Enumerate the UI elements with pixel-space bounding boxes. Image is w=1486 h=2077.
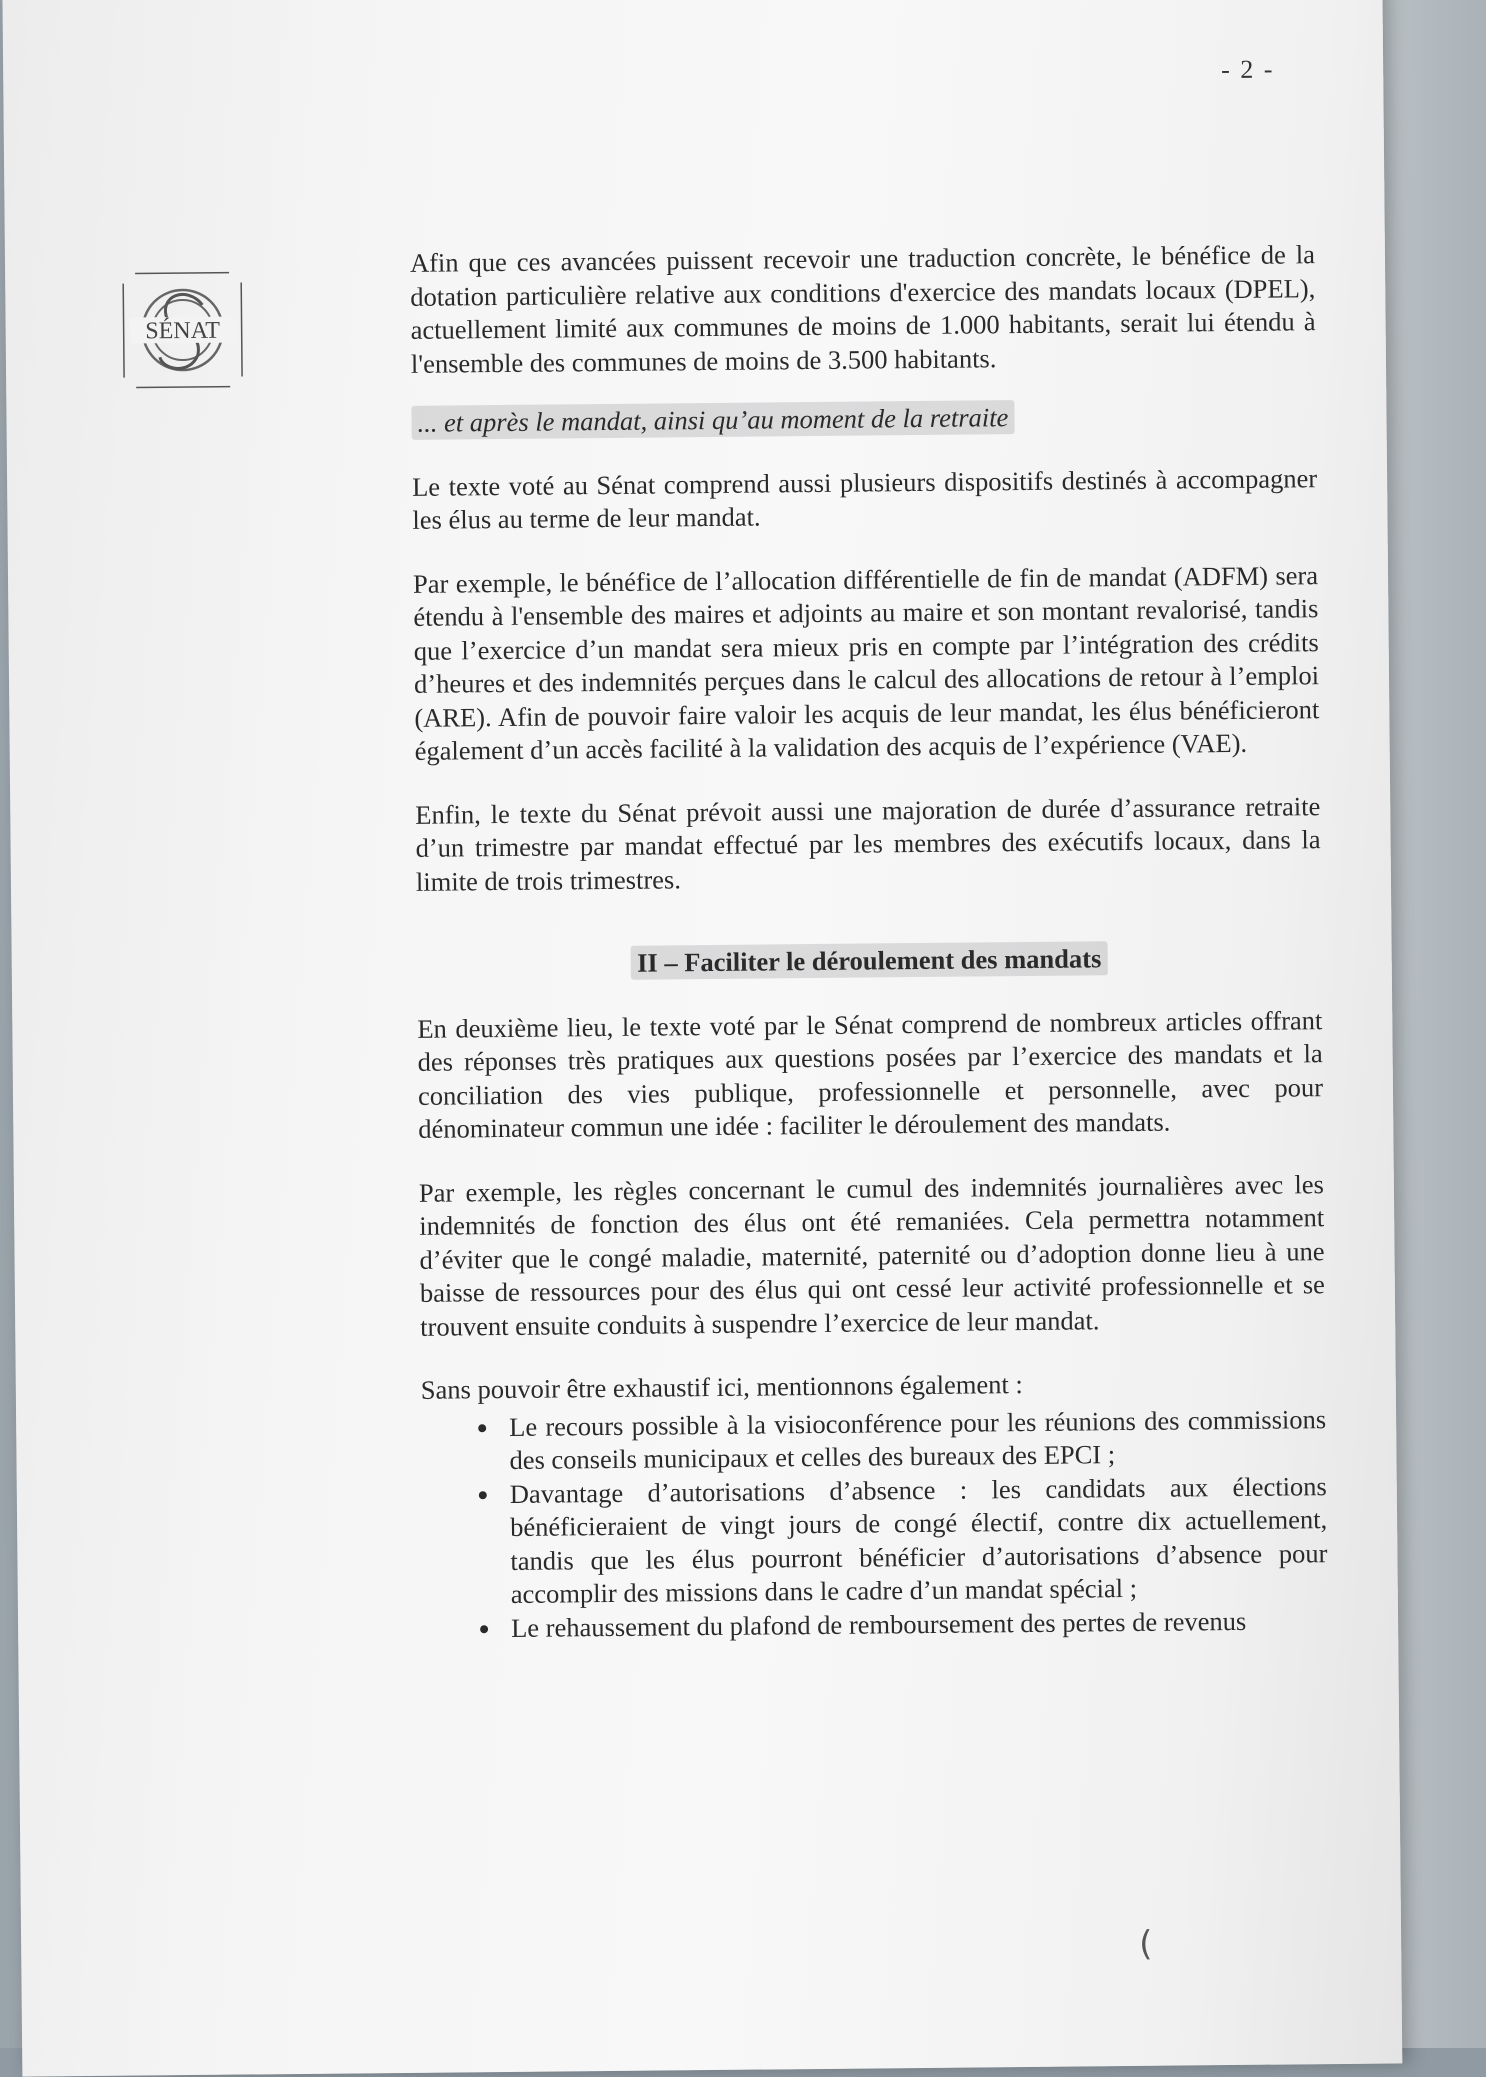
logo-text: SÉNAT xyxy=(145,317,221,345)
bullet-visioconference: • Le recours possible à la visioconférence pour les réunions des commissions des conseils municipaux et celles des bureaux des EPCI ; xyxy=(501,1403,1327,1478)
subheading-retraite: ... et après le mandat, ainsi qu’au moment de la retraite xyxy=(411,398,1316,440)
senat-seal-icon xyxy=(117,264,248,395)
pen-mark: ( xyxy=(1138,1923,1153,1964)
bullet-autorisations: • Davantage d’autorisations d’absence : les candidats aux élections bénéficieraient de vingt jours de congé électif, contre dix actuellement, tandis que les élus pourront bénéficier d’autorisations d’absence pour accomplir des missions dans le cadre d’un mandat spécial ; xyxy=(502,1470,1328,1612)
bullet-list xyxy=(421,1403,1328,1646)
paragraph-accompagner: Le texte voté au Sénat comprend aussi plusieurs dispositifs destinés à accompagner les élus au terme de leur mandat. xyxy=(412,462,1318,535)
paragraph-retraite: Enfin, le texte du Sénat prévoit aussi une majoration de durée d’assurance retraite d’un trimestre par mandat effectué par les membres des exécutifs locaux, dans la limite de trois trimestres. xyxy=(415,790,1321,897)
paragraph-adfm: Par exemple, le bénéfice de l’allocation différentielle de fin de mandat (ADFM) sera étendu à l'ensemble des maires et adjoints au maire et son montant revalorisé, tandis que l’exercice d’un mandat sera mieux pris en compte par l’intégration des crédits d’heures et des indemnités perçues dans le calcul des allocations de retour à l’emploi (ARE). Afin de pouvoir faire valoir les acquis de leur mandat, les élus bénéficieront également d’un accès facilité à la validation des acquis de l’expérience (VAE). xyxy=(412,559,1320,766)
paragraph-indemnites: Par exemple, les règles concernant le cumul des indemnités journalières avec les indemnités de fonction des élus ont été remaniées. Cela permettra notamment d’éviter que le congé maladie, maternité, paternité ou d’adoption donne lieu à une baisse de ressources pour des élus qui ont cessé leur activité professionnelle et se trouvent ensuite conduits à suspendre l’exercice de leur mandat. xyxy=(418,1168,1325,1342)
bullet-plafond: • Le rehaussement du plafond de remboursement des pertes de revenus xyxy=(503,1604,1328,1645)
paragraph-dpel: Afin que ces avancées puissent recevoir une traduction concrète, le bénéfice de la dotation particulière relative aux conditions d'exercice des mandats locaux (DPEL), actuellement limité aux communes de moins de 1.000 habitants, serait lui étendu à l'ensemble des communes de moins de 3.500 habitants. xyxy=(409,239,1316,379)
document-page xyxy=(2,0,1402,2077)
page-number: - 2 - xyxy=(1221,54,1275,85)
section-heading: II – Faciliter le déroulement des mandats xyxy=(417,940,1322,982)
paragraph-mentionnons: Sans pouvoir être exhaustif ici, mentionnons également : xyxy=(420,1369,1023,1405)
senat-logo xyxy=(117,264,248,395)
paragraph-faciliter: En deuxième lieu, le texte voté par le Sénat comprend de nombreux articles offrant des réponses très pratiques aux questions posées par l’exercice des mandats et la conciliation des vies publique, professionnelle et personnelle, avec pour dénominateur commun une idée : faciliter le déroulement des mandats. xyxy=(417,1004,1324,1144)
document-body xyxy=(410,238,1328,1646)
